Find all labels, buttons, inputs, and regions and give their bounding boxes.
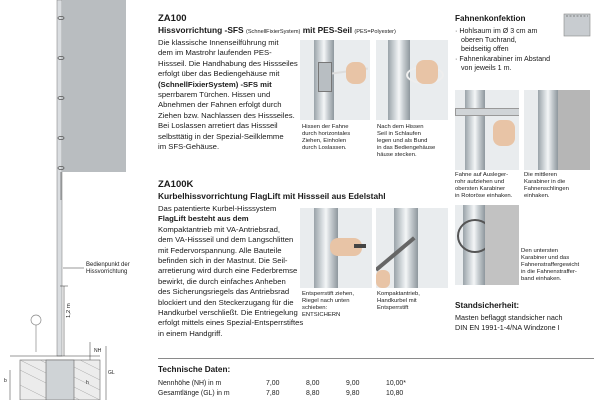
caption-hoisting: Hissen der Fahne durch horizontales Ziehen, Einholen durch Loslassen. [302,124,351,151]
label-bedienpunkt: Bedienpunkt der Hissvorrichtung [86,262,130,275]
tech-divider [158,358,594,359]
za100-title: Hissvorrichtung -SFS (SchnellFixierSystem) mit PES-Seil (PES=Polyester) [158,25,396,35]
standsicherheit-title: Standsicherheit: [455,301,520,310]
dimension-label-gl: GL [108,370,115,376]
photo-lower-carabiner [455,205,519,285]
photo-hoisting-rope [300,40,370,120]
caption-lower-carabiner: Den untersten Karabiner und das Fahnenstraffergewicht in die Fahnenstraffer- band einhaken. [521,248,580,282]
flag [62,0,126,172]
flagpole-diagram [0,0,150,400]
technische-daten-title: Technische Daten: [158,365,231,374]
table-row: Nennhöhe (NH) in m 7,00 8,00 9,00 10,00* [158,379,406,387]
caption-middle-carabiners: Die mittleren Karabiner in die Fahnenschlingen einhaken. [524,172,569,199]
za100k-description: Das patentierte Kurbel-Hisssystem FlagLift besteht aus dem Kompaktantrieb mit VA-Antriebsrad, dem VA-Hissseil und dem Langschlitten mit Federvorspannung. Alle Bauteile befinden sich in der Mastnut. Die Seil- arretierung wird durch eine Federbremse bewirkt, die durch einfaches Anheben des Sicherungsriegels das Antriebsrad blockiert und den Steckerzugang für die Handkurbel verschließt. Die Entriegelung erfolgt mittels eines Spezial-Entsperrstiftes in einem Handgriff. [158,204,304,338]
za100k-code: ZA100K [158,179,194,190]
za100k-title: Kurbelhissvorrichtung FlagLift mit Hissseil aus Edelstahl [158,191,386,201]
dimension-label-1-2: 1,2 m [66,303,72,318]
photo-flag-on-arm [455,90,519,170]
table-row: Gesamtlänge (GL) in m 7,80 8,80 9,80 10,80 [158,389,404,397]
fahnenkonfektion-title: Fahnenkonfektion [455,14,526,23]
person-silhouette [31,315,41,352]
caption-flag-on-arm: Fahne auf Ausleger- rohr aufziehen und obersten Karabiner in Rotoröse einhaken. [455,172,513,199]
photo-unlock-pin [300,208,372,288]
dimension-label-b: b [4,378,7,384]
technische-daten-table [158,378,426,398]
photo-rope-coil [376,40,448,120]
za100-code: ZA100 [158,13,187,24]
photo-crank-drive [376,208,448,288]
dimension-label-nh: NH [94,348,102,354]
caption-crank-drive: Kompaktantrieb, Handkurbel mit Entsperrstift [377,291,420,311]
fahnenkonfektion-bullet-1: · Hohlsaum im Ø 3 cm am oberen Tuchrand, beidseitig offen [455,27,538,54]
fahnenkonfektion-bullet-2: · Fahnenkarabiner im Abstand von jeweils 1 m. [455,55,551,73]
caption-unlock-pin: Entsperrstift ziehen, Riegel nach unten schieben: ENTSICHERN [302,291,355,318]
caption-rope-coil: Nach dem Hissen Seil in Schlaufen legen und als Bund in das Bediengehäuse häuse stecken. [377,124,436,158]
photo-middle-carabiners [524,90,590,170]
dimension-label-h: h [86,380,89,386]
standsicherheit-text: Masten beflaggt standsicher nach DIN EN 1991-1-4/NA Windzone I [455,313,563,332]
za100-description: Die klassische Innenseilführung mit dem im Mastrohr laufenden PES- Hissseil. Die Handhabung des Hissseiles erfolgt über das Bediengehäuse mit (SchnellFixierSystem) -SFS mit sperrbarem Türchen. Hissen und Abnehmen der Fahnen erfolgt durch Ziehen bzw. Nachlassen des Hissseiles. Bei Loslassen arretiert das Hissseil selbsttätig in der Spezial-Seilklemme im SFS-Gehäuse. [158,38,298,152]
